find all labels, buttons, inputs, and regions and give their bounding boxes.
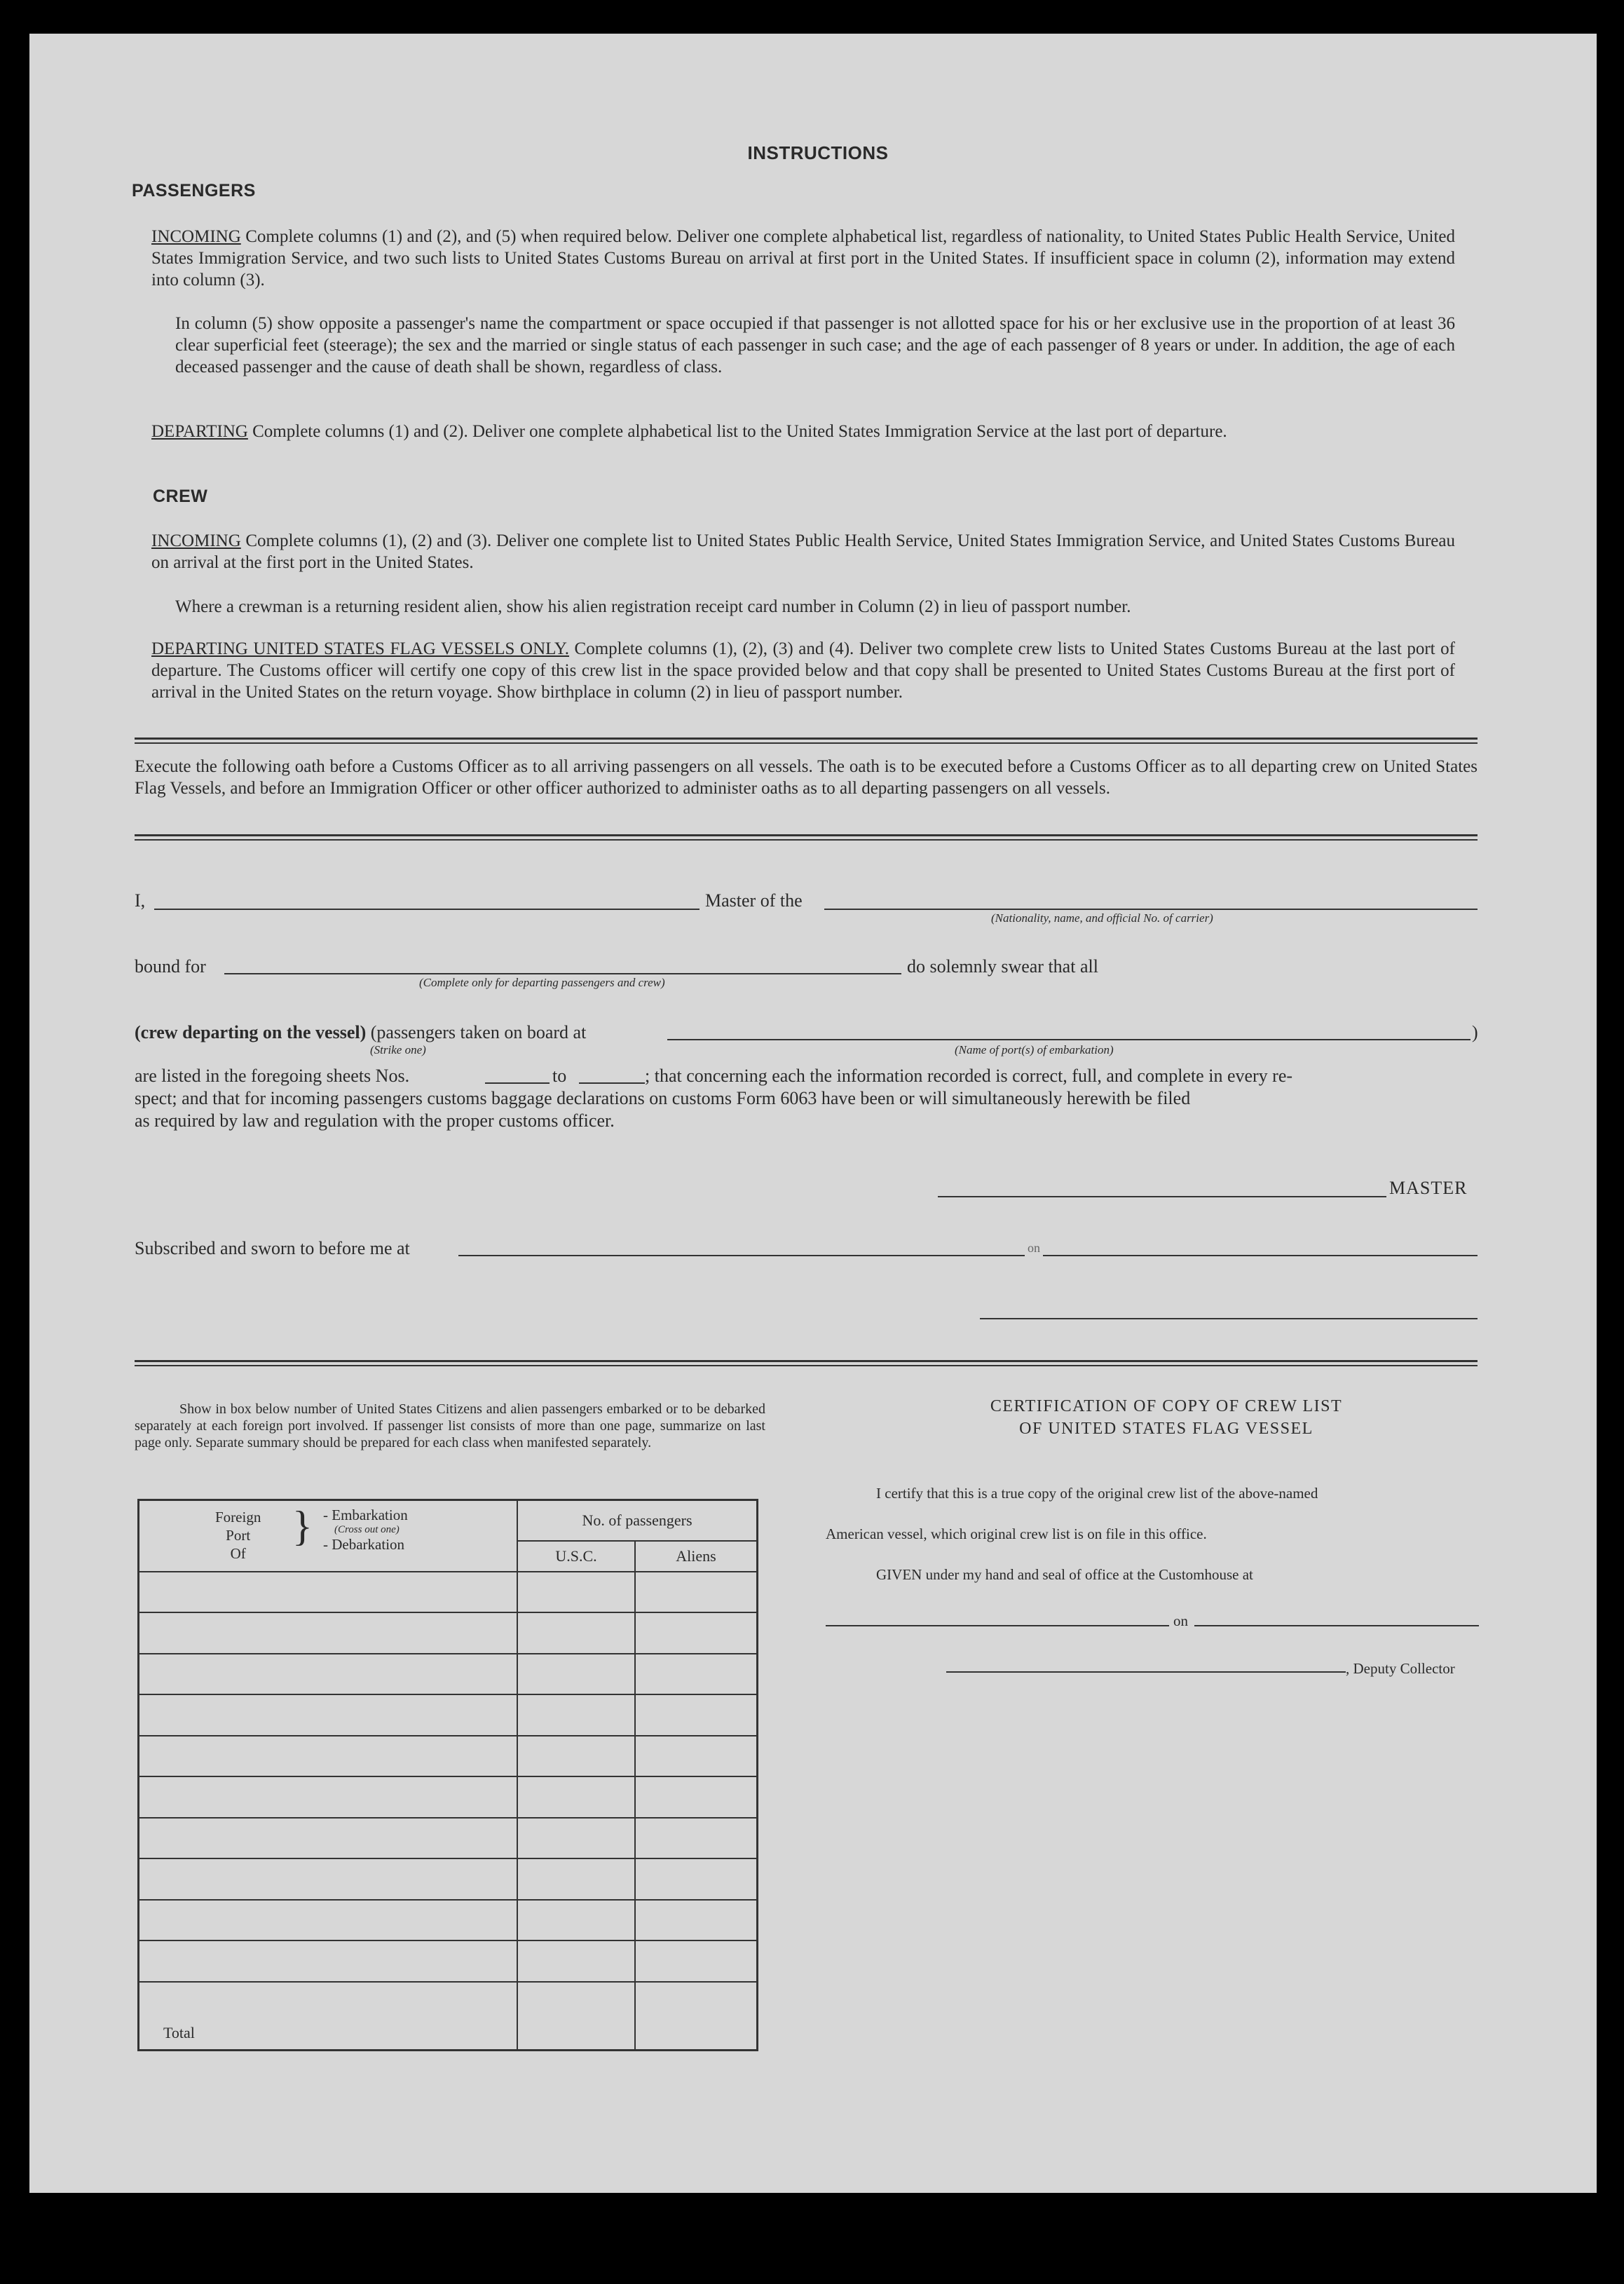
sheet-from-field[interactable]: [485, 1082, 550, 1084]
port-cell[interactable]: [139, 1654, 518, 1695]
no-passengers-header: No. of passengers: [517, 1500, 758, 1541]
bound-for-caption: (Complete only for departing passengers and crew): [419, 976, 665, 989]
total-label: Total: [139, 1982, 518, 2051]
sworn-place-field[interactable]: [458, 1255, 1025, 1256]
embarkation-options: [323, 1507, 408, 1553]
table-row: [139, 1776, 758, 1818]
certification-title-line2: OF UNITED STATES FLAG VESSEL: [1019, 1420, 1313, 1438]
passengers-incoming-text: Complete columns (1) and (2), and (5) when required below. Deliver one complete alphabetical list, regardless of nationality, to United States Public Health Service, United States Immigration Service, and two such lists to United States Customs Bureau on arrival at first port in the United States. If insufficient space in column (2), information may extend into column (3).: [151, 227, 1456, 290]
port-cell[interactable]: [139, 1694, 518, 1736]
section-divider: [135, 737, 1478, 744]
of-label: Of: [230, 1545, 246, 1562]
usc-cell[interactable]: [517, 1654, 635, 1695]
deputy-signature-field[interactable]: [946, 1671, 1346, 1673]
foreign-port-header: [139, 1500, 518, 1572]
usc-cell[interactable]: [517, 1940, 635, 1982]
table-row: [139, 1858, 758, 1900]
certification-title: [857, 1395, 1476, 1440]
passengers-incoming-label: INCOMING: [151, 227, 241, 246]
usc-cell[interactable]: [517, 1572, 635, 1613]
master-name-field[interactable]: [154, 909, 700, 910]
passengers-column5-instructions: In column (5) show opposite a passenger's name the compartment or space occupied if that passenger is not allotted space for his or her exclusive use in the proportion of at least 36 clear superficial feet (steerage); the sex and the married or single status of each passenger in such case; and the age of each passenger of 8 years or under. In addition, the age of each deceased passenger and the cause of death shall be shown, regardless of class.: [175, 314, 1455, 376]
aliens-header: Aliens: [635, 1541, 758, 1572]
port-cell[interactable]: [139, 1818, 518, 1859]
crew-departing-instructions: [151, 638, 1455, 703]
foreign-label: Foreign: [215, 1509, 261, 1525]
spect-line: spect; and that for incoming passengers customs baggage declarations on customs Form 6063 have been or will simultaneously herewith be filed: [135, 1088, 1191, 1108]
crew-departing-text: Complete columns (1), (2), (3) and (4). Deliver two complete crew lists to United States Customs Bureau at the last port of departure. The Customs officer will certify one copy of this crew list in the space provided below and that copy shall be presented to United States Customs Bureau at the first port of arrival in the United States on the return voyage. Show birthplace in column (2) in lieu of passport number.: [151, 639, 1455, 702]
carrier-caption: (Nationality, name, and official No. of carrier): [991, 911, 1213, 925]
to-label: to: [552, 1066, 567, 1086]
usc-cell[interactable]: [517, 1858, 635, 1900]
aliens-cell[interactable]: [635, 1694, 758, 1736]
passengers-heading: PASSENGERS: [132, 181, 256, 200]
summary-instructions: Show in box below number of United States Citizens and alien passengers embarked or to be debarked separately at each foreign port involved. If passenger list consists of more than one page, summarize on last page only. Separate summary should be prepared for each class when manifested separately.: [135, 1401, 765, 1450]
bound-for-field[interactable]: [224, 973, 901, 974]
usc-cell[interactable]: [517, 1776, 635, 1818]
port-cell[interactable]: [139, 1776, 518, 1818]
aliens-cell[interactable]: [635, 1736, 758, 1777]
aliens-cell[interactable]: [635, 1940, 758, 1982]
carrier-field[interactable]: [824, 909, 1478, 910]
page-title: INSTRUCTIONS: [747, 142, 889, 163]
aliens-cell[interactable]: [635, 1654, 758, 1695]
crew-departing-option[interactable]: [135, 1022, 586, 1043]
passengers-incoming-instructions: [151, 226, 1455, 291]
crew-departing-label: DEPARTING UNITED STATES FLAG VESSELS ONLY.: [151, 639, 569, 658]
as-required-text: as required by law and regulation with the proper customs officer.: [135, 1110, 615, 1131]
officer-signature-field[interactable]: [980, 1318, 1478, 1319]
oath-i-label: I,: [135, 890, 146, 911]
passengers-departing-text: Complete columns (1) and (2). Deliver one complete alphabetical list to the United States Immigration Service at the last port of departure.: [252, 422, 1227, 441]
aliens-cell[interactable]: [635, 1776, 758, 1818]
table-row: [139, 1900, 758, 1941]
port-cell[interactable]: [139, 1612, 518, 1654]
certify-text: I certify that this is a true copy of the original crew list of the above-named: [876, 1485, 1318, 1502]
table-row: [139, 1612, 758, 1654]
crew-departing-label: (crew departing on the vessel): [135, 1022, 367, 1042]
deputy-collector-label: , Deputy Collector: [1346, 1660, 1455, 1677]
aliens-cell[interactable]: [635, 1818, 758, 1859]
form-sheet: [29, 34, 1597, 2193]
bound-for-label: bound for: [135, 956, 206, 977]
crew-incoming-label: INCOMING: [151, 531, 241, 550]
customhouse-field[interactable]: [826, 1625, 1169, 1626]
port-cell[interactable]: [139, 1572, 518, 1613]
ports-caption: (Name of port(s) of embarkation): [955, 1043, 1114, 1056]
embarkation-ports-field[interactable]: [667, 1039, 1471, 1040]
close-paren: ): [1472, 1022, 1478, 1042]
oath-intro: Execute the following oath before a Customs Officer as to all arriving passengers on all vessels. The oath is to be executed before a Customs Officer as to all departing crew on United States Flag Vessels, and before an Immigration Officer or other officer authorized to administer oaths as to all departing passengers on all vessels.: [135, 757, 1478, 798]
crew-heading: CREW: [153, 487, 208, 506]
sworn-on-label: on: [1028, 1241, 1040, 1255]
certification-title-line1: CERTIFICATION OF COPY OF CREW LIST: [990, 1397, 1343, 1415]
concerning-text: ; that concerning each the information recorded is correct, full, and complete in every re-: [645, 1066, 1293, 1086]
aliens-cell[interactable]: [635, 1858, 758, 1900]
table-row: [139, 1694, 758, 1736]
table-row: [139, 1940, 758, 1982]
embarkation-label: - Embarkation: [323, 1507, 408, 1523]
table-row: [139, 1818, 758, 1859]
port-cell[interactable]: [139, 1736, 518, 1777]
section-divider: [135, 1360, 1478, 1366]
debarkation-label: - Debarkation: [323, 1536, 405, 1553]
usc-cell[interactable]: [517, 1736, 635, 1777]
usc-cell[interactable]: [517, 1818, 635, 1859]
usc-cell[interactable]: [517, 1694, 635, 1736]
usc-cell[interactable]: [517, 1612, 635, 1654]
port-label: Port: [226, 1527, 251, 1544]
usc-total-cell[interactable]: [517, 1982, 635, 2051]
sworn-date-field[interactable]: [1043, 1255, 1478, 1256]
cert-on-label: on: [1173, 1612, 1188, 1629]
listed-in-line: [135, 1066, 409, 1087]
swear-label: do solemnly swear that all: [907, 956, 1098, 977]
cross-out-caption: (Cross out one): [334, 1524, 400, 1535]
cert-date-field[interactable]: [1194, 1625, 1479, 1626]
foreign-port-of-label: [215, 1508, 261, 1563]
passengers-departing-instructions: [151, 421, 1455, 442]
master-signature-label: MASTER: [1389, 1178, 1468, 1198]
usc-header: U.S.C.: [517, 1541, 635, 1572]
port-cell[interactable]: [139, 1900, 518, 1941]
crew-incoming-instructions: [151, 530, 1455, 573]
port-cell[interactable]: [139, 1940, 518, 1982]
master-signature-field[interactable]: [938, 1196, 1386, 1197]
aliens-cell[interactable]: [635, 1572, 758, 1613]
passengers-departing-label: DEPARTING: [151, 422, 248, 441]
table-row: [139, 1654, 758, 1695]
usc-cell[interactable]: [517, 1900, 635, 1941]
aliens-total-cell[interactable]: [635, 1982, 758, 2051]
table-row: [139, 1982, 758, 2051]
table-row: [139, 1572, 758, 1613]
crew-resident-instructions: Where a crewman is a returning resident alien, show his alien registration receipt card number in Column (2) in lieu of passport number.: [175, 597, 1131, 616]
port-cell[interactable]: [139, 1858, 518, 1900]
subscribed-label: Subscribed and sworn to before me at: [135, 1238, 410, 1258]
passengers-taken-label: (passengers taken on board at: [370, 1022, 587, 1042]
master-of-the-label: Master of the: [705, 890, 803, 911]
sheet-to-field[interactable]: [579, 1082, 645, 1084]
passenger-summary-table: [137, 1499, 758, 2051]
given-text: GIVEN under my hand and seal of office at the Customhouse at: [876, 1566, 1253, 1583]
crew-incoming-text: Complete columns (1), (2) and (3). Deliver one complete list to United States Public Health Service, United States Immigration Service, and United States Customs Bureau on arrival at the first port in the United States.: [151, 531, 1455, 572]
aliens-cell[interactable]: [635, 1612, 758, 1654]
listed-in-label: are listed in the foregoing sheets Nos.: [135, 1066, 410, 1086]
table-row: [139, 1736, 758, 1777]
american-vessel-text: American vessel, which original crew list is on file in this office.: [826, 1525, 1207, 1542]
section-divider: [135, 834, 1478, 841]
strike-one-caption: (Strike one): [370, 1043, 426, 1056]
brace-icon: }: [292, 1503, 313, 1549]
aliens-cell[interactable]: [635, 1900, 758, 1941]
